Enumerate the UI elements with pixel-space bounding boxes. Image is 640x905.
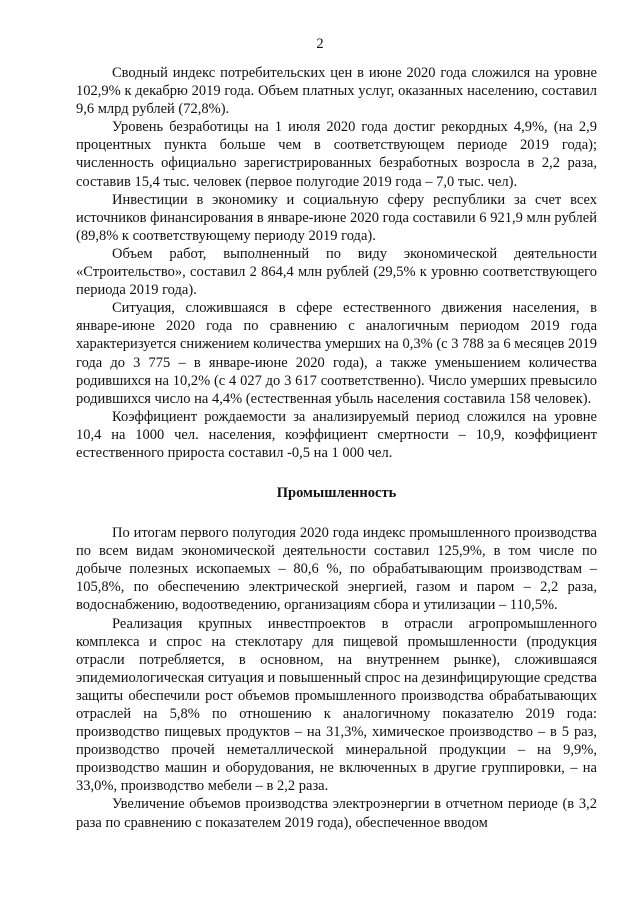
paragraph-birth-rate: Коэффициент рождаемости за анализируемый период сложился на уровне 10,4 на 1000 чел. населения, коэффициент смертности – 10,9, коэффициент естественного прироста составил -0,5 на 1 000 чел. <box>76 408 597 461</box>
document-body <box>76 64 597 832</box>
section-heading-industry: Промышленность <box>276 485 397 502</box>
paragraph-population: Ситуация, сложившаяся в сфере естественного движения населения, в январе-июне 2020 года по сравнению с аналогичным периодом 2019 года характеризуется снижением количества умерших на 0,3% (с 3 788 за 6 месяцев 2019 года до 3 775 – в январе-июне 2020 года), а также уменьшением количества родившихся на 10,2% (с 4 027 до 3 617 соответственно). Число умерших превысило родившихся число на 4,4% (естественная убыль населения составила 158 человек). <box>76 300 597 407</box>
page-number: 2 <box>316 36 324 52</box>
paragraph-industrial-index: По итогам первого полугодия 2020 года индекс промышленного производства по всем видам экономической деятельности составил 125,9%, в том числе по добыче полезных ископаемых – 80,6 %, по обрабатывающим производствам – 105,8%, по обеспечению электрической энергией, газом и паром – 2,2 раза, водоснабжению, водоотведению, организациям сбора и утилизации – 110,5%. <box>76 525 597 614</box>
paragraph-consumer-prices: Сводный индекс потребительских цен в июне 2020 года сложился на уровне 102,9% к декабрю 2019 года. Объем платных услуг, оказанных населению, составил 9,6 млрд рублей (72,8%). <box>76 65 597 118</box>
paragraph-investments: Инвестиции в экономику и социальную сферу республики за счет всех источников финансирования в январе-июне 2020 года составили 6 921,9 млн рублей (89,8% к соответствующему периоду 2019 года). <box>76 191 597 244</box>
paragraph-investment-projects: Реализация крупных инвестпроектов в отрасли агропромышленного комплекса и спрос на стеклотару для пищевой промышленности (продукция отрасли потребляется, в основном, на внутреннем рынке), сложившаяся эпидемиологическая ситуация и повышенный спрос на дезинфицирующие средства защиты обеспечили рост объемов промышленного производства обрабатывающих отраслей на 5,8% по отношению к аналогичному показателю 2019 года: производство пищевых продуктов – на 31,3%, химическое производство – в 5 раз, производство прочей неметаллической минеральной продукции – на 9,9%, производство машин и оборудования, не включенных в другие группировки, – на 33,0%, производство мебели – в 2,2 раза. <box>76 615 597 795</box>
paragraph-electricity: Увеличение объемов производства электроэнергии в отчетном периоде (в 3,2 раза по сравнению с показателем 2019 года), обеспеченное вводом <box>76 796 597 831</box>
paragraph-construction: Объем работ, выполненный по виду экономической деятельности «Строительство», составил 2 864,4 млн рублей (29,5% к уровню соответствующего периода 2019 года). <box>76 245 597 299</box>
paragraph-unemployment: Уровень безработицы на 1 июля 2020 года достиг рекордных 4,9%, (на 2,9 процентных пункта больше чем в соответствующем периоде 2019 года); численность официально зарегистрированных безработных возросла в 2,2 раза, составив 15,4 тыс. человек (первое полугодие 2019 года – 7,0 тыс. чел). <box>76 119 597 190</box>
